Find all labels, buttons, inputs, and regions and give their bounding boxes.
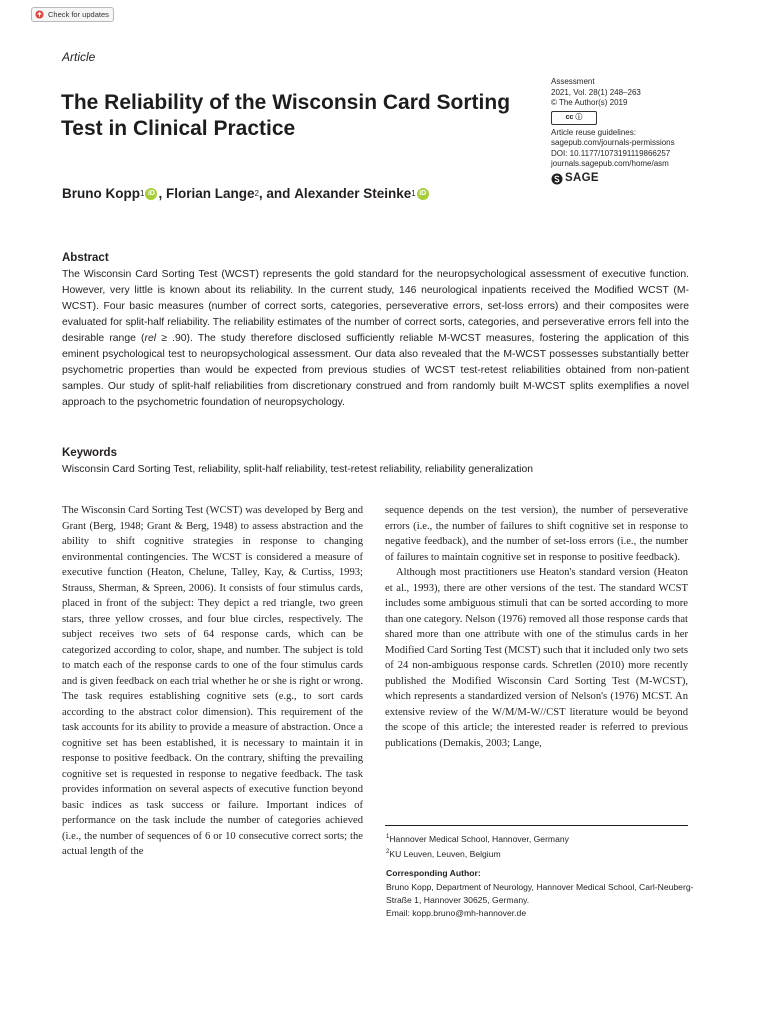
footnotes (386, 831, 696, 921)
body-column-left (62, 503, 363, 860)
orcid-icon[interactable]: iD (145, 188, 157, 200)
body-paragraph: Although most practitioners use Heaton's standard version (Heaton et al., 1993), there are other versions of the test. The standard WCST includes some ambiguous stimuli that can be sorted according to more than one category. Nelson (1976) removed all those response cards that shared more than one attribute with one of the stimulus cards in her Modified Card Sorting Test (MCST) such that it included only two sets of 24 non-ambiguous response cards. Schretlen (2010) more recently published the Modified Wisconsin Card Sorting Test (M-WCST), which represents a standardized version of Nelson's (1976) MCST. An extensive review of the W/M/M-W//CST literature would be beyond the scope of this article; the interested reader is referred to previous publications (Demakis, 2003; Lange, (385, 567, 688, 749)
license-icon[interactable]: cc ⓘ (551, 111, 597, 125)
check-for-updates-badge[interactable] (31, 7, 114, 22)
copyright: © The Author(s) 2019 (551, 98, 628, 107)
corresponding-author-heading: Corresponding Author: (386, 868, 481, 879)
body-column-right (385, 503, 688, 751)
body-paragraph: The Wisconsin Card Sorting Test (WCST) was developed by Berg and Grant (Berg, 1948; Grant & Berg, 1948) to assess abstraction and the ability to shift cognitive strategies in response to changing environmental contingencies. The WCST is considered a measure of executive function (Heaton, Chelune, Talley, Kay, & Curtiss, 1993; Strauss, Sherman, & Spreen, 2006). It consists of four stimulus cards, placed in front of the subject: They depict a red triangle, two green stars, three yellow crosses, and four blue circles, respectively. The subject receives two sets of 64 response cards, which can be categorized according to color, shape, and number. The subject is told to match each of the response cards to one of the four stimulus cards and is given feedback on each trial whether he or she is right or wrong. The task requires establishing cognitive sets (e.g., to sort cards according to the abstract color dimension). This requirement of the task accounts for its ability to provide a measure of abstraction. Once a cognitive set has been established, it is necessary to maintain it in response to positive feedback. On the contrary, shifting the prevailing cognitive set is requested in response to negative feedback. The task provides information on several aspects of executive function beyond basic indices as task success or failure. Important indices of performance on the task include the number of categories achieved (i.e., the number of sequences of 6 or 10 consecutive correct sorts; the actual length of the (62, 505, 363, 857)
author-affiliation: 2 (254, 189, 259, 198)
author-name: Florian Lange (165, 186, 255, 201)
keywords-text: Wisconsin Card Sorting Test, reliability, split-half reliability, test-retest reliability, reliability generalization (62, 464, 534, 475)
body-paragraph: sequence depends on the test version), the number of perseverative errors (i.e., the number of failures to shift cognitive set in response to negative feedback), and the number of set-loss errors (i.e., the number of failures to maintain cognitive set in response to positive feedback). (385, 505, 688, 563)
publisher-logo: SAGE (551, 173, 721, 185)
doi[interactable]: DOI: 10.1177/1073191119866257 (551, 148, 671, 158)
footnote-divider (385, 825, 688, 826)
keywords-heading: Keywords (62, 447, 117, 459)
journal-name: Assessment (551, 77, 595, 86)
journal-volume: 2021, Vol. 28(1) 248–263 (551, 87, 641, 97)
journal-link[interactable]: journals.sagepub.com/home/asm (551, 159, 669, 168)
update-icon (35, 10, 44, 19)
sage-logo-icon (551, 173, 563, 185)
corresponding-author-email[interactable]: Email: kopp.bruno@mh-hannover.de (386, 908, 527, 919)
abstract-text: The Wisconsin Card Sorting Test (WCST) represents the gold standard for the neuropsychological assessment of executive function. However, very little is known about its reliability. In the current study, 146 neurological inpatients received the Modified WCST (M-WCST). Four basic measures (number of correct sorts, categories, perseverative errors, set-loss errors) and their composites were evaluated for split-half reliability. The reliability estimates of the number of correct sorts, categories, and perseverative errors fell into the desirable range (rel ≥ .90). The study therefore disclosed sufficiently reliable M-WCST measures, fostering the application of this eminent psychological test to neuropsychological assessment. Our data also revealed that the M-WCST possesses substantially better psychometric properties than would be expected from previous studies of WCST test-retest reliabilities obtained from non-patient samples. Our study of split-half reliabilities from discretionary construed and from randomly built M-WCST splits exemplifies a novel approach to the psychometric foundation of neuropsychology. (62, 269, 689, 408)
abstract-heading: Abstract (62, 252, 109, 264)
author-affiliation: 1 (139, 189, 145, 198)
author-separator: , (158, 186, 166, 201)
author-name: Alexander Steinke (294, 186, 412, 201)
corresponding-author-address: Bruno Kopp, Department of Neurology, Hannover Medical School, Carl-Neuberg-Straße 1, Hannover 30625, Germany. (386, 881, 694, 905)
reuse-link[interactable]: sagepub.com/journals-permissions (551, 138, 675, 147)
author-separator: , and (258, 186, 295, 201)
affiliation-2: $^2$KU Leuven, Leuven, Belgium (386, 849, 501, 860)
article-type: Article (62, 50, 96, 64)
check-for-updates-label: Check for updates (48, 10, 109, 19)
paper-title: The Reliability of the Wisconsin Card Sorting Test in Clinical Practice (61, 91, 511, 140)
author-name: Bruno Kopp (62, 186, 140, 201)
journal-meta (551, 77, 721, 185)
orcid-icon[interactable]: iD (417, 188, 429, 200)
reuse-guidelines: Article reuse guidelines: (551, 127, 636, 137)
author-affiliation: 1 (411, 189, 416, 198)
affiliation-1: $^1$Hannover Medical School, Hannover, Germany (386, 833, 569, 844)
author-list (62, 186, 430, 201)
